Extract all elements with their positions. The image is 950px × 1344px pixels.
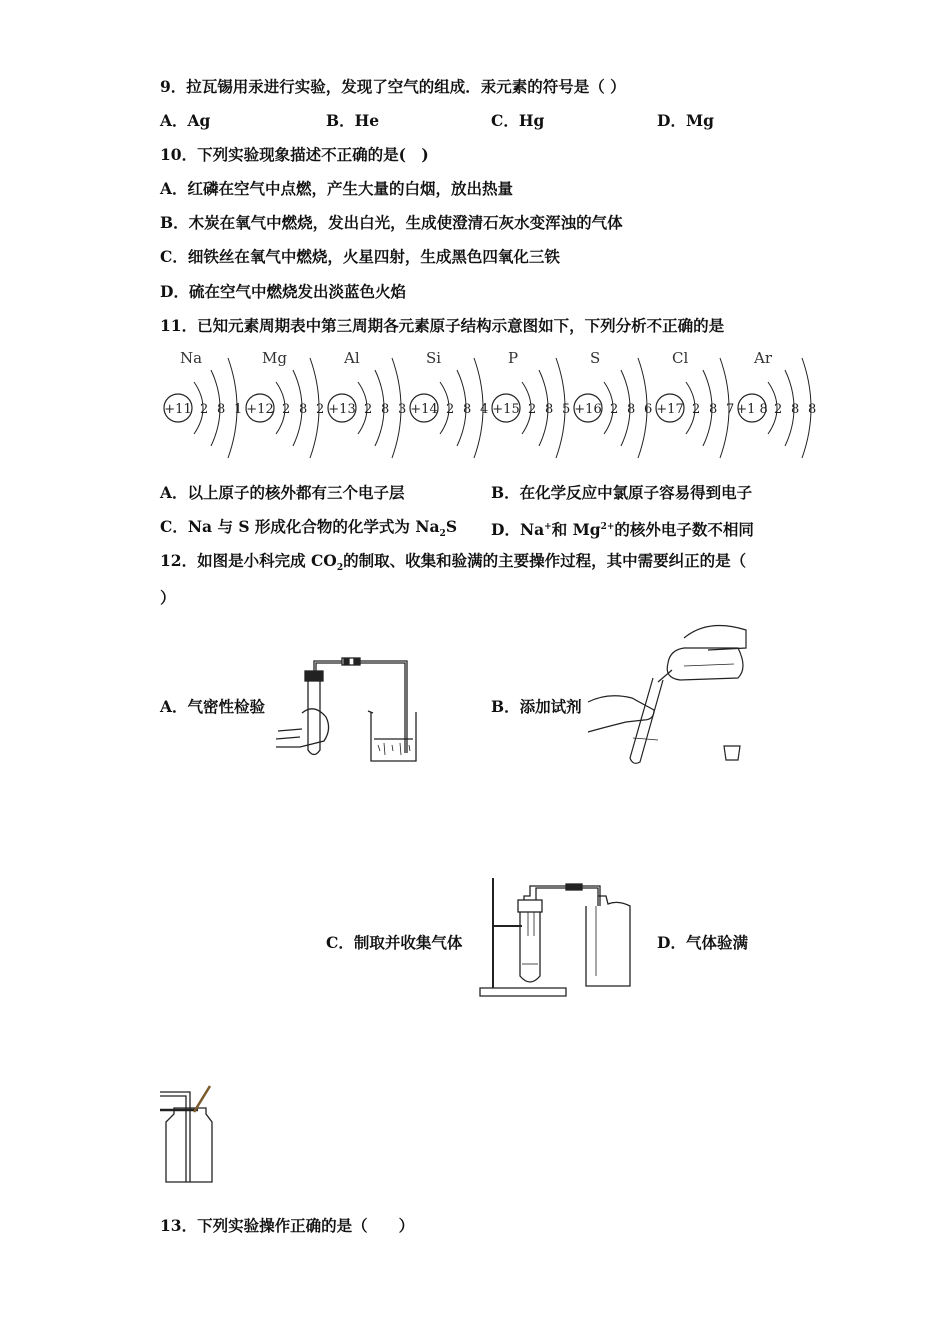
electron-count: 2 <box>528 402 537 417</box>
figure-b-adding-reagent <box>588 618 763 768</box>
q9-option-b[interactable]: B．He <box>326 111 380 130</box>
electron-count: 5 <box>562 402 571 417</box>
q10-option-b[interactable]: B．木炭在氧气中燃烧，发出白光，生成使澄清石灰水变浑浊的气体 <box>160 213 623 232</box>
electron-count: 2 <box>774 402 783 417</box>
q12-option-a[interactable]: A．气密性检验 <box>160 697 266 716</box>
electron-count: 8 <box>791 402 800 417</box>
q11-c-text-end: S <box>445 517 458 536</box>
atom-diagram-cl <box>656 349 734 458</box>
q11-d-sup-na: + <box>544 522 552 532</box>
electron-count: 8 <box>381 402 390 417</box>
q12-stem-text: 12．如图是小科完成 CO <box>160 551 337 570</box>
electron-count: 2 <box>446 402 455 417</box>
q9-option-d[interactable]: D．Mg <box>657 111 714 130</box>
electron-count: 7 <box>726 402 735 417</box>
nucleus-charge: +13 <box>328 402 356 417</box>
electron-count: 2 <box>692 402 701 417</box>
nucleus-charge: +14 <box>410 402 438 417</box>
electron-count: 2 <box>364 402 373 417</box>
atom-symbol: Al <box>344 349 360 367</box>
atom-symbol: Si <box>426 349 442 367</box>
q12-stem-close: ） <box>160 588 176 607</box>
atom-symbol: Cl <box>672 349 689 367</box>
q11-d-text-end: 的核外电子数不相同 <box>614 520 754 540</box>
atom-diagram-ar <box>736 349 816 458</box>
electron-count: 1 <box>234 402 243 417</box>
atom-structure-diagrams <box>158 345 818 455</box>
atom-symbol: Na <box>180 349 203 367</box>
nucleus-charge: +1 8 <box>736 402 768 417</box>
q12-option-d[interactable]: D．气体验满 <box>657 933 748 952</box>
nucleus-charge: +16 <box>574 402 602 417</box>
q10-option-d[interactable]: D．硫在空气中燃烧发出淡蓝色火焰 <box>160 282 406 301</box>
figure-d-gas-full-check <box>158 1082 218 1187</box>
electron-count: 2 <box>610 402 619 417</box>
nucleus-charge: +11 <box>164 402 192 417</box>
q9-option-a[interactable]: A．Ag <box>160 111 211 130</box>
q10-stem: 10．下列实验现象描述不正确的是( ) <box>160 145 429 164</box>
atom-symbol: Mg <box>262 349 287 367</box>
q11-option-c[interactable] <box>160 517 457 544</box>
q12-stem <box>160 551 746 578</box>
q11-option-b[interactable]: B．在化学反应中氯原子容易得到电子 <box>491 483 753 502</box>
q12-stem-text-end: 的制取、收集和验满的主要操作过程，其中需要纠正的是（ <box>343 551 747 570</box>
figure-c-gas-preparation <box>478 876 638 1001</box>
electron-count: 8 <box>217 402 226 417</box>
electron-count: 8 <box>627 402 636 417</box>
nucleus-charge: +17 <box>656 402 684 417</box>
q11-option-a[interactable]: A．以上原子的核外都有三个电子层 <box>160 483 405 502</box>
electron-count: 4 <box>480 402 489 417</box>
atom-diagram-na <box>164 349 242 458</box>
electron-count: 6 <box>644 402 653 417</box>
atom-diagram-p <box>492 349 570 458</box>
electron-count: 2 <box>282 402 291 417</box>
electron-count: 8 <box>463 402 472 417</box>
q11-c-subscript: 2 <box>439 529 446 540</box>
electron-count: 8 <box>709 402 718 417</box>
q12-option-b[interactable]: B．添加试剂 <box>491 697 582 716</box>
q9-stem: 9．拉瓦锡用汞进行实验，发现了空气的组成．汞元素的符号是（ ） <box>160 77 626 96</box>
electron-count: 3 <box>398 402 407 417</box>
atom-diagram-mg <box>246 349 324 458</box>
q10-option-c[interactable]: C．细铁丝在氧气中燃烧，火星四射，生成黑色四氧化三铁 <box>160 247 560 266</box>
electron-count: 2 <box>316 402 325 417</box>
q11-d-sup-mg: 2+ <box>600 522 615 532</box>
atom-symbol: S <box>590 349 601 367</box>
electron-count: 8 <box>545 402 554 417</box>
atom-diagram-al <box>328 349 406 458</box>
q11-d-text-mid: 和 Mg <box>551 520 601 540</box>
q11-c-text: C．Na 与 S 形成化合物的化学式为 Na <box>160 517 440 536</box>
q10-option-a[interactable]: A．红磷在空气中点燃，产生大量的白烟，放出热量 <box>160 179 514 198</box>
q9-option-c[interactable]: C．Hg <box>491 111 545 130</box>
q11-stem: 11．已知元素周期表中第三周期各元素原子结构示意图如下，下列分析不正确的是 <box>160 316 725 335</box>
atom-diagram-s <box>574 349 652 458</box>
q11-option-d[interactable] <box>491 517 754 540</box>
atom-symbol: P <box>508 349 519 367</box>
atom-symbol: Ar <box>754 349 773 367</box>
q12-option-c[interactable]: C．制取并收集气体 <box>326 933 463 952</box>
nucleus-charge: +12 <box>246 402 274 417</box>
nucleus-charge: +15 <box>492 402 520 417</box>
figure-a-airtightness-check <box>272 655 422 765</box>
atom-diagram-si <box>410 349 488 458</box>
electron-count: 2 <box>200 402 209 417</box>
q11-d-text: D．Na <box>491 520 545 540</box>
electron-count: 8 <box>808 402 817 417</box>
q12-stem-subscript: 2 <box>336 563 344 574</box>
electron-count: 8 <box>299 402 308 417</box>
q13-stem: 13．下列实验操作正确的是（ ） <box>160 1216 415 1235</box>
